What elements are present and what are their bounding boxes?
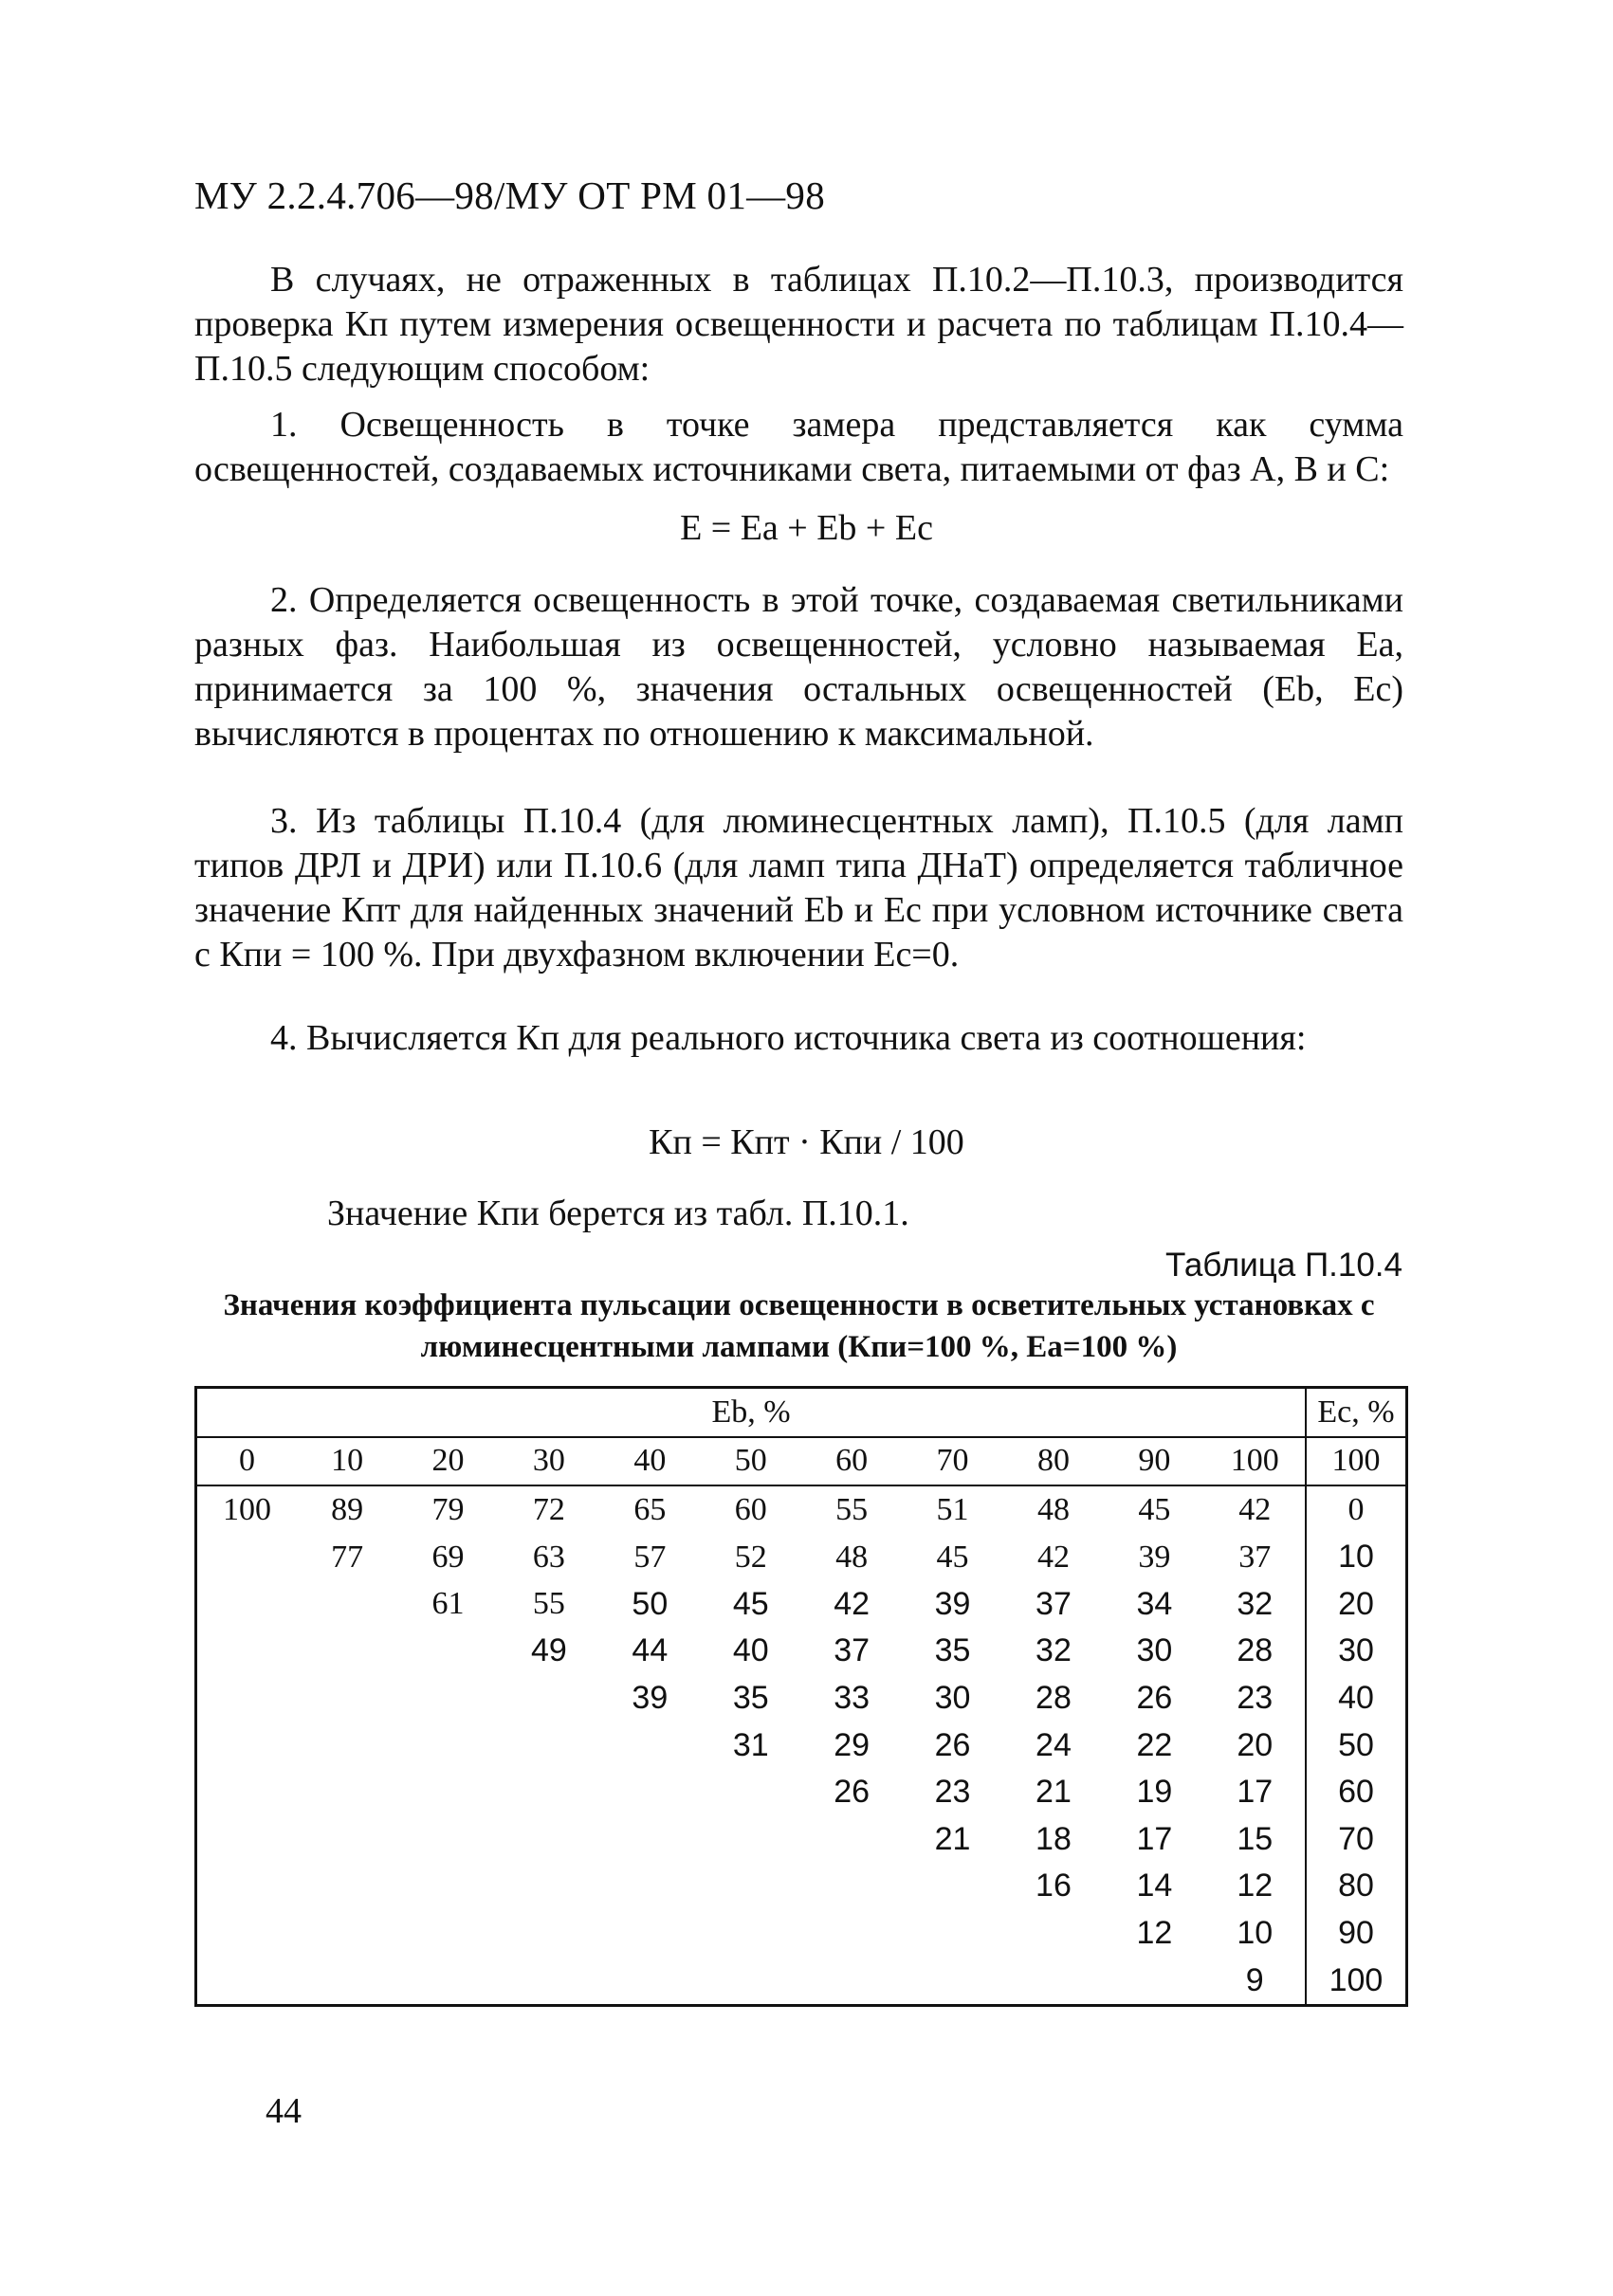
ec-value-cell: 0 xyxy=(1306,1485,1407,1534)
eb-value-cell: 90 xyxy=(1104,1437,1204,1486)
table-cell xyxy=(902,1957,1002,2005)
step2-text: 2. Определяется освещенность в этой точке, создаваемая светильниками разных фаз. Наибольшая из освещенностей, условно называемая Еа, принимается за 100 %, значения остальных освещенностей (Eb, Ec) вычисляются в процентах по отношению к максимальной. xyxy=(194,580,1403,754)
table-cell xyxy=(297,1769,397,1816)
ec-value-cell: 70 xyxy=(1306,1815,1407,1863)
table-cell xyxy=(701,1769,801,1816)
table-cell xyxy=(499,1675,599,1722)
table-row xyxy=(196,1675,1407,1722)
ec-top-value-cell: 100 xyxy=(1306,1437,1407,1486)
table-cell xyxy=(499,1957,599,2005)
table-cell: 32 xyxy=(1237,1585,1274,1622)
table-cell xyxy=(599,1910,700,1958)
eb-value-cell: 40 xyxy=(599,1437,700,1486)
table-cell: 100 xyxy=(222,1492,271,1528)
table-cell: 23 xyxy=(934,1774,971,1811)
table-cell xyxy=(297,1675,397,1722)
table-cell xyxy=(297,1957,397,2005)
table-cell xyxy=(196,1957,297,2005)
table-cell xyxy=(599,1769,700,1816)
table-cell: 50 xyxy=(632,1585,669,1622)
formula-sum: E = Ea + Eb + Ec xyxy=(680,508,933,548)
table-cell xyxy=(196,1628,297,1675)
table-cell xyxy=(701,1815,801,1863)
table-cell xyxy=(1003,1957,1104,2005)
kpi-note: Значение Кпи берется из табл. П.10.1. xyxy=(327,1194,909,1233)
ec-header: Ec, % xyxy=(1306,1388,1407,1437)
table-cell xyxy=(297,1580,397,1628)
ec-value-cell: 80 xyxy=(1306,1863,1407,1910)
table-cell: 57 xyxy=(633,1539,667,1575)
table-cell: 33 xyxy=(834,1679,871,1716)
table-cell: 35 xyxy=(934,1632,971,1669)
table-cell xyxy=(801,1863,902,1910)
table-cell xyxy=(499,1863,599,1910)
eb-value-cell: 0 xyxy=(196,1437,297,1486)
table-cell xyxy=(801,1957,902,2005)
table-cell xyxy=(599,1957,700,2005)
table-row xyxy=(196,1534,1407,1581)
table-cell xyxy=(397,1815,498,1863)
table-cell xyxy=(801,1910,902,1958)
table-cell: 52 xyxy=(734,1539,767,1575)
table-cell xyxy=(397,1863,498,1910)
page-number: 44 xyxy=(266,2091,302,2131)
header-row-titles xyxy=(196,1388,1407,1437)
step1-paragraph xyxy=(194,403,1403,492)
table-cell: 45 xyxy=(732,1585,769,1622)
intro-text: В случаях, не отраженных в таблицах П.10.2—П.10.3, производится проверка Кп путем измерения освещенности и расчета по таблицам П.10.4—П.10.5 следующим способом: xyxy=(194,260,1403,389)
eb-value-cell: 20 xyxy=(397,1437,498,1486)
table-cell: 15 xyxy=(1237,1820,1274,1857)
intro-paragraph xyxy=(194,258,1403,392)
table-cell: 18 xyxy=(1036,1820,1072,1857)
table-cell: 12 xyxy=(1237,1868,1274,1904)
eb-value-cell: 10 xyxy=(297,1437,397,1486)
table-cell: 21 xyxy=(1036,1774,1072,1811)
header-row-eb-values xyxy=(196,1437,1407,1486)
table-cell xyxy=(902,1863,1002,1910)
table-cell xyxy=(499,1722,599,1769)
table-cell: 65 xyxy=(633,1492,667,1528)
ec-value-cell: 10 xyxy=(1306,1534,1407,1581)
table-cell xyxy=(1003,1910,1104,1958)
table-row xyxy=(196,1722,1407,1769)
table-cell: 30 xyxy=(934,1679,971,1716)
table-row xyxy=(196,1910,1407,1958)
step2-paragraph xyxy=(194,578,1403,756)
ec-value-cell: 40 xyxy=(1306,1675,1407,1722)
table-cell: 32 xyxy=(1036,1632,1072,1669)
table-row xyxy=(196,1580,1407,1628)
table-cell xyxy=(701,1910,801,1958)
table-cell: 39 xyxy=(934,1585,971,1622)
table-cell: 9 xyxy=(1245,1961,1264,1998)
table-cell: 26 xyxy=(834,1774,871,1811)
table-cell xyxy=(196,1910,297,1958)
table-cell xyxy=(801,1815,902,1863)
pulsation-table-grid xyxy=(194,1386,1408,2007)
table-cell xyxy=(196,1580,297,1628)
eb-value-cell: 80 xyxy=(1003,1437,1104,1486)
table-cell xyxy=(297,1722,397,1769)
table-cell xyxy=(397,1722,498,1769)
table-row xyxy=(196,1485,1407,1534)
table-cell: 51 xyxy=(936,1492,969,1528)
table-cell xyxy=(397,1957,498,2005)
formula-kp: Кп = Кпт · Кпи / 100 xyxy=(649,1122,964,1162)
table-cell: 31 xyxy=(732,1726,769,1763)
table-cell: 77 xyxy=(331,1539,364,1575)
table-cell: 20 xyxy=(1237,1726,1274,1763)
eb-value-cell: 100 xyxy=(1205,1437,1306,1486)
table-cell: 42 xyxy=(834,1585,871,1622)
step4-text: 4. Вычисляется Кп для реального источника света из соотношения: xyxy=(270,1018,1307,1058)
table-cell xyxy=(499,1815,599,1863)
table-cell: 24 xyxy=(1036,1726,1072,1763)
eb-value-cell: 30 xyxy=(499,1437,599,1486)
table-cell: 16 xyxy=(1036,1868,1072,1904)
table-cell: 55 xyxy=(835,1492,869,1528)
table-caption: Значения коэффициента пульсации освещенности в осветительных установках с люминесцентными лампами (Кпи=100 %, Еа=100 %) xyxy=(223,1288,1375,1364)
eb-header: Eb, % xyxy=(196,1388,1306,1437)
document-header: МУ 2.2.4.706—98/МУ ОТ РМ 01—98 xyxy=(194,173,826,217)
table-cell: 37 xyxy=(834,1632,871,1669)
ec-value-cell: 30 xyxy=(1306,1628,1407,1675)
table-cell xyxy=(499,1769,599,1816)
ec-value-cell: 50 xyxy=(1306,1722,1407,1769)
table-cell: 14 xyxy=(1136,1868,1173,1904)
table-cell: 42 xyxy=(1036,1539,1070,1575)
table-cell xyxy=(701,1863,801,1910)
table-row xyxy=(196,1957,1407,2005)
table-cell: 28 xyxy=(1036,1679,1072,1716)
table-cell: 21 xyxy=(934,1820,971,1857)
table-cell xyxy=(196,1534,297,1581)
eb-value-cell: 60 xyxy=(801,1437,902,1486)
table-label: Таблица П.10.4 xyxy=(1165,1247,1402,1284)
table-cell xyxy=(297,1628,397,1675)
table-cell xyxy=(1104,1957,1204,2005)
ec-value-cell: 20 xyxy=(1306,1580,1407,1628)
table-cell xyxy=(196,1863,297,1910)
eb-value-cell: 70 xyxy=(902,1437,1002,1486)
table-cell: 29 xyxy=(834,1726,871,1763)
table-cell: 48 xyxy=(1036,1492,1070,1528)
table-cell: 61 xyxy=(431,1586,465,1622)
table-cell: 28 xyxy=(1237,1632,1274,1669)
table-cell: 44 xyxy=(632,1632,669,1669)
table-cell: 42 xyxy=(1238,1492,1272,1528)
table-cell: 10 xyxy=(1237,1914,1274,1951)
table-row xyxy=(196,1863,1407,1910)
table-cell: 35 xyxy=(732,1679,769,1716)
table-cell: 63 xyxy=(532,1539,565,1575)
table-cell xyxy=(701,1957,801,2005)
table-cell: 45 xyxy=(1138,1492,1171,1528)
table-cell: 40 xyxy=(732,1632,769,1669)
table-cell xyxy=(499,1910,599,1958)
table-row xyxy=(196,1628,1407,1675)
table-cell xyxy=(196,1769,297,1816)
table-cell: 72 xyxy=(532,1492,565,1528)
table-cell xyxy=(902,1910,1002,1958)
table-cell xyxy=(196,1675,297,1722)
table-cell: 19 xyxy=(1136,1774,1173,1811)
table-row xyxy=(196,1815,1407,1863)
table-cell: 89 xyxy=(331,1492,364,1528)
table-cell: 22 xyxy=(1136,1726,1173,1763)
table-cell xyxy=(297,1910,397,1958)
table-cell: 48 xyxy=(835,1539,869,1575)
table-cell xyxy=(599,1815,700,1863)
ec-value-cell: 60 xyxy=(1306,1769,1407,1816)
table-cell: 37 xyxy=(1036,1585,1072,1622)
table-cell: 26 xyxy=(934,1726,971,1763)
step4-paragraph xyxy=(194,1016,1403,1061)
table-cell: 17 xyxy=(1136,1820,1173,1857)
table-cell xyxy=(196,1722,297,1769)
table-cell: 39 xyxy=(632,1679,669,1716)
table-cell xyxy=(397,1675,498,1722)
table-cell xyxy=(599,1722,700,1769)
table-cell: 30 xyxy=(1136,1632,1173,1669)
table-cell: 39 xyxy=(1138,1539,1171,1575)
table-cell xyxy=(397,1628,498,1675)
table-cell xyxy=(599,1863,700,1910)
table-cell xyxy=(297,1863,397,1910)
step3-paragraph xyxy=(194,799,1403,977)
table-cell: 55 xyxy=(532,1586,565,1622)
ec-value-cell: 100 xyxy=(1306,1957,1407,2005)
table-cell: 49 xyxy=(531,1632,567,1669)
table-cell: 45 xyxy=(936,1539,969,1575)
table-cell: 26 xyxy=(1136,1679,1173,1716)
eb-value-cell: 50 xyxy=(701,1437,801,1486)
table-cell xyxy=(297,1815,397,1863)
step1-text: 1. Освещенность в точке замера представляется как сумма освещенностей, создаваемых источниками света, питаемыми от фаз А, В и С: xyxy=(194,405,1403,489)
table-cell: 69 xyxy=(431,1539,465,1575)
table-cell xyxy=(196,1815,297,1863)
table-cell: 60 xyxy=(734,1492,767,1528)
table-cell xyxy=(397,1910,498,1958)
table-row xyxy=(196,1769,1407,1816)
table-cell xyxy=(397,1769,498,1816)
table-cell: 17 xyxy=(1237,1774,1274,1811)
table-cell: 34 xyxy=(1136,1585,1173,1622)
table-cell: 79 xyxy=(431,1492,465,1528)
table-cell: 12 xyxy=(1136,1914,1173,1951)
step3-text: 3. Из таблицы П.10.4 (для люминесцентных ламп), П.10.5 (для ламп типов ДРЛ и ДРИ) или П.10.6 (для ламп типа ДНаТ) определяется табличное значение Кпт для найденных значений Eb и Ec при условном источнике света с Кпи = 100 %. При двухфазном включении Ec=0. xyxy=(194,801,1403,975)
pulsation-table xyxy=(194,1386,1408,2007)
table-cell: 37 xyxy=(1238,1539,1272,1575)
table-cell: 23 xyxy=(1237,1679,1274,1716)
ec-value-cell: 90 xyxy=(1306,1910,1407,1958)
